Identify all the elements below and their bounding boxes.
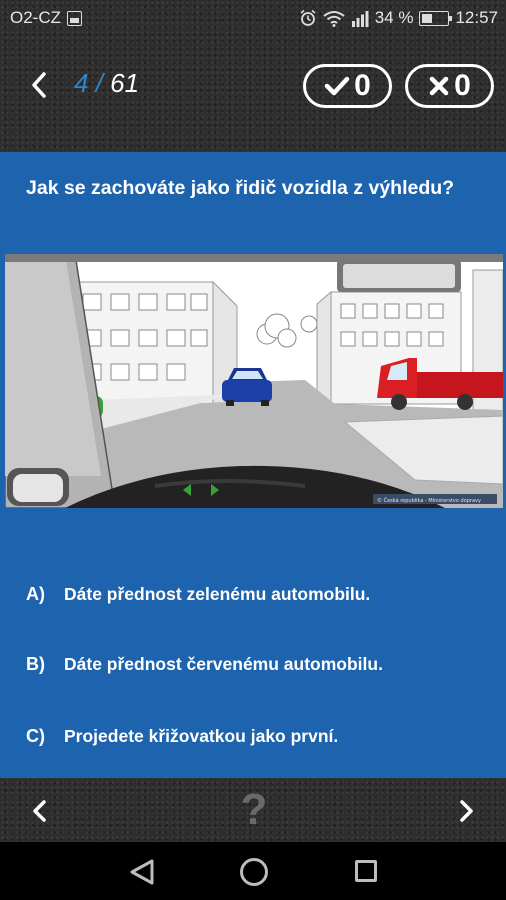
signal-icon (351, 10, 369, 27)
clock: 12:57 (455, 8, 498, 27)
alarm-icon (299, 9, 317, 27)
answer-letter: B) (26, 653, 45, 674)
question-counter (74, 68, 139, 99)
question-image (5, 254, 503, 508)
nav-back-icon[interactable] (128, 859, 156, 885)
answer-a[interactable] (0, 564, 506, 624)
answer-letter: A) (26, 583, 45, 604)
carrier-label: O2-CZ (10, 8, 61, 27)
status-right (299, 8, 498, 28)
check-icon (324, 75, 350, 97)
status-bar (0, 0, 506, 36)
chevron-left-icon (29, 796, 49, 826)
answer-text: Dáte přednost červenému automobilu. (64, 653, 383, 674)
total-questions: 61 (110, 68, 140, 98)
chevron-right-icon (457, 796, 477, 826)
previous-question-button[interactable] (24, 792, 54, 828)
current-question-number: 4 (74, 68, 89, 98)
answer-b[interactable] (0, 634, 506, 694)
wrong-score-badge (405, 64, 494, 108)
system-navigation-bar (0, 842, 506, 900)
question-text: Jak se zachováte jako řidič vozidla z výhledu? (26, 177, 455, 199)
help-icon: ? (240, 785, 268, 834)
bottom-action-bar (0, 778, 506, 842)
answer-letter: C) (26, 725, 45, 746)
left-building (73, 282, 237, 404)
correct-count: 0 (354, 69, 371, 102)
wifi-icon (323, 10, 345, 27)
cross-icon (428, 75, 450, 97)
answers-panel (0, 532, 506, 778)
nav-recent-apps-icon[interactable] (355, 860, 377, 882)
rear-view-mirror (337, 260, 461, 292)
battery-percent: 34 % (374, 8, 414, 27)
sim-icon (67, 11, 82, 26)
question-panel (0, 152, 506, 532)
side-mirror (7, 468, 69, 506)
intersection-illustration (5, 254, 503, 508)
battery-icon (419, 11, 449, 26)
quiz-header (0, 36, 506, 152)
chevron-left-icon (29, 70, 49, 100)
answer-text: Projedete křižovatkou jako první. (64, 725, 339, 746)
back-button[interactable] (24, 66, 54, 102)
answer-c[interactable] (0, 706, 506, 766)
wrong-count: 0 (454, 69, 471, 102)
counter-separator: / (95, 68, 103, 98)
next-question-button[interactable] (452, 792, 482, 828)
correct-score-badge (303, 64, 392, 108)
nav-home-icon[interactable] (240, 858, 268, 886)
status-left (10, 8, 82, 28)
answer-text: Dáte přednost zelenému automobilu. (64, 583, 371, 604)
help-button[interactable] (236, 786, 272, 834)
image-caption: © Česká republika - Ministerstvo dopravy (377, 498, 481, 504)
